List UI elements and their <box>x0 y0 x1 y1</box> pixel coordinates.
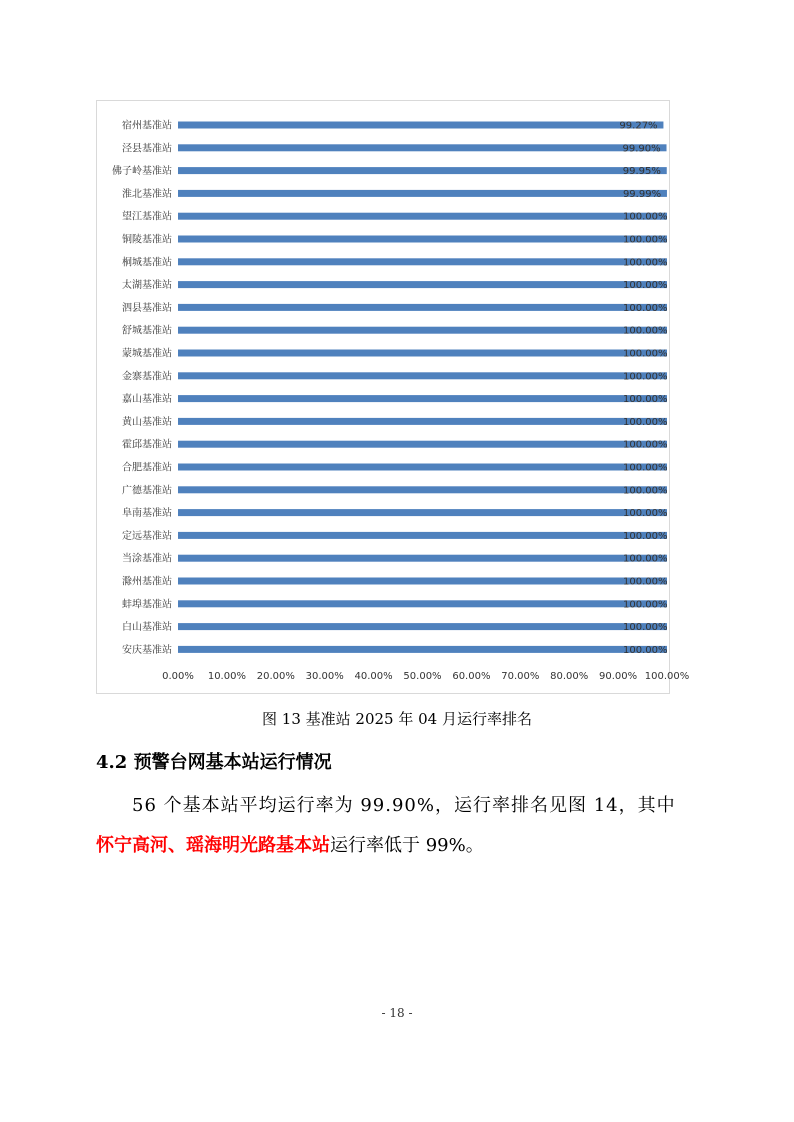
value-label: 100.00% <box>623 325 668 337</box>
value-label: 100.00% <box>623 553 668 565</box>
bar <box>178 532 667 539</box>
bar <box>178 395 667 402</box>
x-tick-label: 30.00% <box>305 671 344 682</box>
x-tick-label: 10.00% <box>207 671 246 682</box>
bar <box>178 441 667 448</box>
value-label: 99.95% <box>622 166 661 178</box>
category-label: 滁州基准站 <box>122 576 172 588</box>
category-label: 白山基准站 <box>122 622 172 634</box>
bar <box>178 578 667 585</box>
value-label: 100.00% <box>623 394 668 406</box>
bar <box>178 167 667 174</box>
value-label: 100.00% <box>623 348 668 360</box>
bar <box>178 190 667 197</box>
x-tick-label: 60.00% <box>452 671 491 682</box>
value-label: 100.00% <box>623 371 668 383</box>
category-label: 霍邱基准站 <box>122 439 172 451</box>
paragraph-2 <box>96 826 706 866</box>
category-label: 舒城基准站 <box>122 325 172 337</box>
bar <box>178 623 667 630</box>
bar <box>178 236 667 243</box>
bar <box>178 555 667 562</box>
value-label: 100.00% <box>623 257 668 269</box>
x-tick-label: 100.00% <box>644 671 690 682</box>
x-tick-label: 20.00% <box>256 671 295 682</box>
bar <box>178 304 667 311</box>
x-tick-label: 90.00% <box>599 671 638 682</box>
bar <box>178 327 667 334</box>
value-label: 100.00% <box>623 644 668 656</box>
bar <box>178 646 667 653</box>
value-label: 100.00% <box>623 302 668 314</box>
bar <box>178 213 667 220</box>
bar <box>178 258 667 265</box>
value-label: 100.00% <box>623 530 668 542</box>
bar <box>178 144 667 151</box>
category-label: 广德基准站 <box>122 485 172 497</box>
bar <box>178 600 667 607</box>
value-label: 100.00% <box>623 439 668 451</box>
category-label: 金寨基准站 <box>122 371 172 383</box>
value-label: 100.00% <box>623 280 668 292</box>
value-label: 100.00% <box>623 234 668 246</box>
bar <box>178 464 667 471</box>
bar <box>178 486 667 493</box>
category-label: 望江基准站 <box>122 211 172 223</box>
category-label: 佛子岭基准站 <box>112 166 172 178</box>
x-tick-label: 50.00% <box>403 671 442 682</box>
category-label: 太湖基准站 <box>122 280 172 292</box>
bar <box>178 122 663 129</box>
value-label: 100.00% <box>623 599 668 611</box>
category-label: 嘉山基准站 <box>122 394 172 406</box>
value-label: 100.00% <box>623 416 668 428</box>
category-label: 泗县基准站 <box>122 302 172 314</box>
bar <box>178 509 667 516</box>
bar <box>178 372 667 379</box>
value-label: 100.00% <box>623 485 668 497</box>
x-tick-label: 80.00% <box>550 671 589 682</box>
bar <box>178 350 667 357</box>
value-label: 99.90% <box>622 143 661 155</box>
category-label: 黄山基准站 <box>122 416 172 428</box>
category-label: 蚌埠基准站 <box>122 599 172 611</box>
figure-caption: 图 13 基准站 2025 年 04 月运行率排名 <box>262 710 532 728</box>
value-label: 99.99% <box>622 188 662 200</box>
category-label: 淮北基准站 <box>122 188 172 200</box>
category-label: 蒙城基准站 <box>122 348 172 360</box>
paragraph-1: 56 个基本站平均运行率为 99.90%，运行率排名见图 14，其中 <box>132 795 676 816</box>
category-label: 定远基准站 <box>122 530 172 542</box>
chart-svg <box>97 101 690 695</box>
bar <box>178 281 667 288</box>
section-heading: 4.2 预警台网基本站运行情况 <box>96 752 332 773</box>
highlighted-stations: 怀宁高河、瑶海明光路基本站 <box>96 835 330 856</box>
value-label: 100.00% <box>623 211 668 223</box>
paragraph-2-rest: 运行率低于 99%。 <box>330 835 484 856</box>
category-label: 阜南基准站 <box>122 508 172 520</box>
x-tick-label: 70.00% <box>501 671 540 682</box>
category-label: 宿州基准站 <box>122 120 172 132</box>
station-uptime-chart <box>96 100 690 694</box>
value-label: 100.00% <box>623 622 668 634</box>
value-label: 100.00% <box>623 462 668 474</box>
value-label: 99.27% <box>619 120 658 132</box>
page-number: - 18 - <box>381 1006 413 1020</box>
category-label: 当涂基准站 <box>122 553 172 565</box>
category-label: 泾县基准站 <box>122 143 172 155</box>
category-label: 桐城基准站 <box>122 257 172 269</box>
category-label: 铜陵基准站 <box>122 234 172 246</box>
category-label: 合肥基准站 <box>122 462 172 474</box>
x-tick-label: 40.00% <box>354 671 393 682</box>
x-tick-label: 0.00% <box>162 671 194 682</box>
category-label: 安庆基准站 <box>122 644 172 656</box>
bar <box>178 418 667 425</box>
value-label: 100.00% <box>623 508 668 520</box>
value-label: 100.00% <box>623 576 668 588</box>
